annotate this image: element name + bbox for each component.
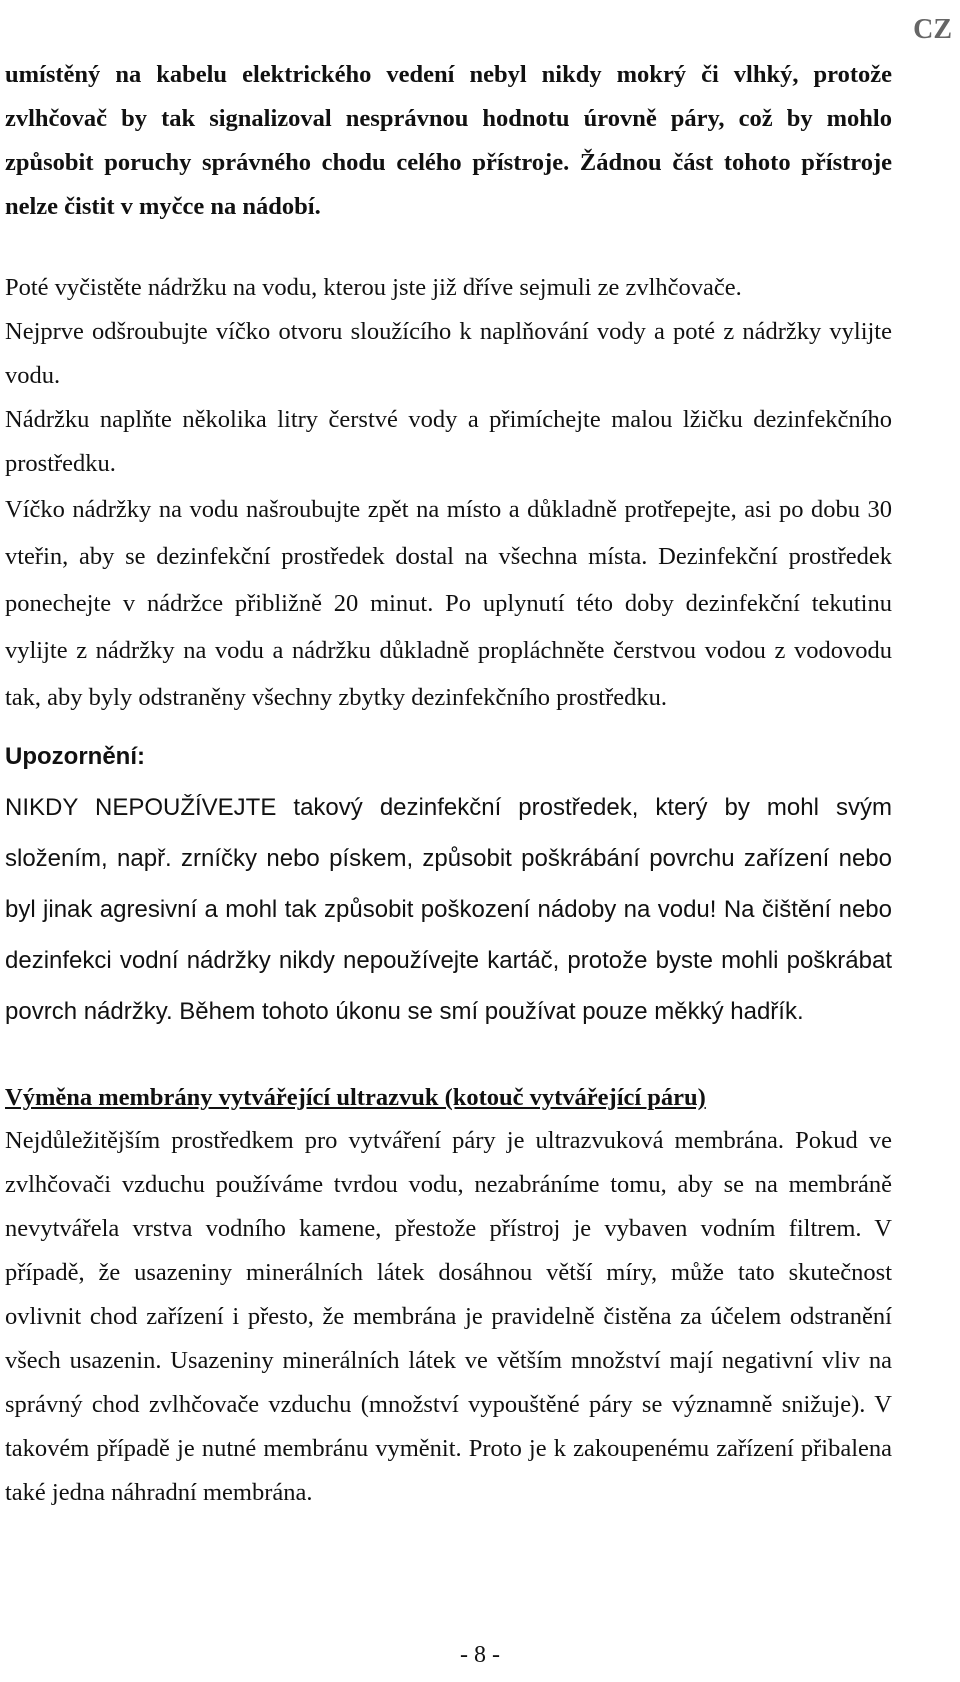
cleaning-instructions <box>5 266 892 721</box>
cleaning-step-3: Nádržku naplňte několika litry čerstvé vody a přimíchejte malou lžičku dezinfekčního prostředku. <box>5 406 892 477</box>
cleaning-step-2: Nejprve odšroubujte víčko otvoru sloužícího k naplňování vody a poté z nádržky vylijte vodu. <box>5 318 892 389</box>
warning-heading: Upozornění: <box>5 743 145 770</box>
membrane-section <box>5 1119 892 1515</box>
cleaning-step-4: Víčko nádržky na vodu našroubujte zpět na místo a důkladně protřepejte, asi po dobu 30 vteřin, aby se dezinfekční prostředek dostal na všechna místa. Dezinfekční prostředek ponechejte v nádržce přibližně 20 minut. Po uplynutí této doby dezinfekční tekutinu vylijte z nádržky na vodu a nádržku důkladně propláchněte čerstvou vodou z vodovodu tak, aby byly odstraněny všechny zbytky dezinfekčního prostředku. <box>5 496 892 711</box>
section-heading: Výměna membrány vytvářející ultrazvuk (kotouč vytvářející páru) <box>5 1084 706 1111</box>
warning-section <box>5 742 892 1037</box>
membrane-body: Nejdůležitějším prostředkem pro vytváření páry je ultrazvuková membrána. Pokud ve zvlhčovači vzduchu používáme tvrdou vodu, nezabráníme tomu, aby se na membráně nevytvářela vrstva vodního kamene, přestože přístroj je vybaven vodním filtrem. V případě, že usazeniny minerálních látek dosáhnou větší míry, může tato skutečnost ovlivnit chod zařízení i přesto, že membrána je pravidelně čistěna za účelem odstranění všech usazenin. Usazeniny minerálních látek ve větším množství mají negativní vliv na správný chod zvlhčovače vzduchu (množství vypouštěné páry se významně snižuje). V takovém případě je nutné membránu vyměnit. Proto je k zakoupenému zařízení přibalena také jedna náhradní membrána. <box>5 1127 892 1506</box>
intro-text: umístěný na kabelu elektrického vedení nebyl nikdy mokrý či vlhký, protože zvlhčovač by tak signalizoval nesprávnou hodnotu úrovně páry, což by mohlo způsobit poruchy správného chodu celého přístroje. Žádnou část tohoto přístroje nelze čistit v myčce na nádobí. <box>5 61 892 220</box>
cleaning-step-1: Poté vyčistěte nádržku na vodu, kterou jste již dříve sejmuli ze zvlhčovače. <box>5 274 742 301</box>
warning-body: NIKDY NEPOUŽÍVEJTE takový dezinfekční prostředek, který by mohl svým složením, např. zrníčky nebo pískem, způsobit poškrábání povrchu zařízení nebo byl jinak agresivní a mohl tak způsobit poškození nádoby na vodu! Na čištění nebo dezinfekci vodní nádržky nikdy nepoužívejte kartáč, protože byste mohli poškrábat povrch nádržky. Během tohoto úkonu se smí používat pouze měkký hadřík. <box>5 794 892 1025</box>
page-number: - 8 - <box>460 1642 500 1668</box>
language-code: CZ <box>913 14 952 45</box>
intro-paragraph <box>5 53 892 229</box>
